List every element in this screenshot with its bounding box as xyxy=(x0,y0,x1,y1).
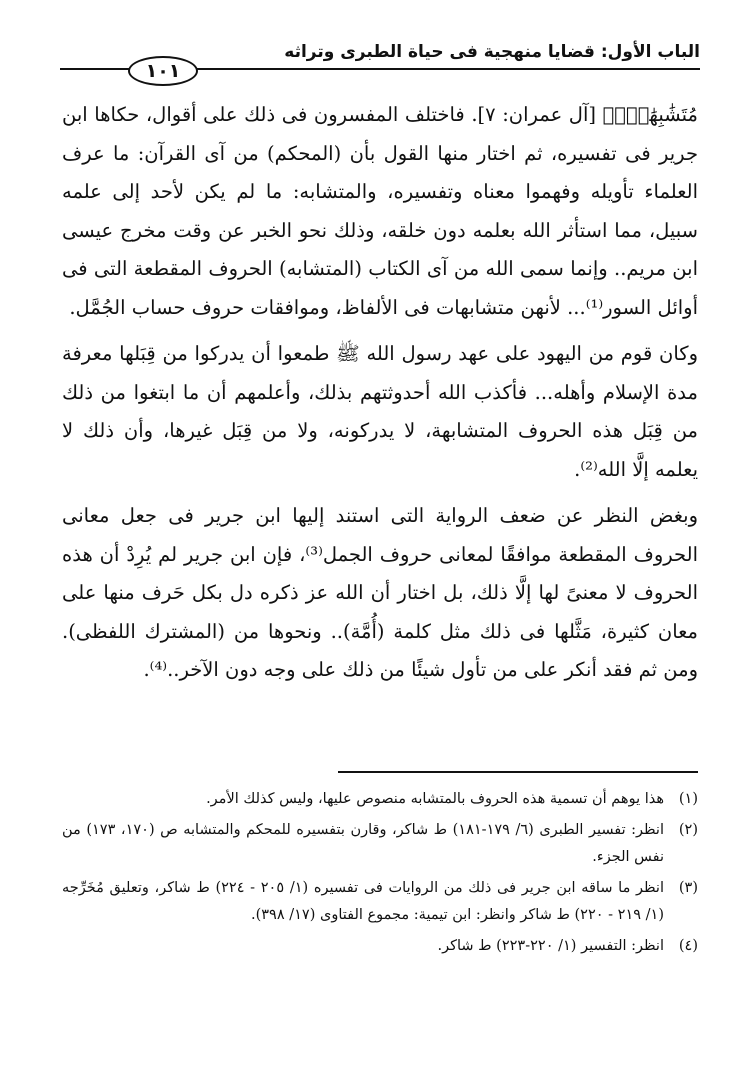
footnote xyxy=(62,933,698,960)
page-header xyxy=(60,38,700,82)
footnote xyxy=(62,817,698,871)
footnote xyxy=(62,875,698,929)
main-text xyxy=(62,96,698,690)
footnote-number: (٣) xyxy=(678,880,698,896)
footnote xyxy=(62,786,698,813)
paragraph: مُتَشَٰبِهَٰتٌۖ﴾ [آل عمران: ٧]. فاختلف المفسرون فى ذلك على أقوال، حكاها ابن جرير فى تفسيره، ثم اختار منها القول بأن (المحكم) من آى القرآن: ما عرف العلماء تأويله وفهموا معناه وتفسيره، والمتشابه: ما لم يكن لأحد إلى علمه سبيل، مما استأثر الله بعلمه دون خلقه، وذلك نحو الخبر عن وقت مخرج عيسى ابن مريم.. وإنما سمى الله من آى الكتاب (المتشابه) الحروف المقطعة التى فى أوائل السور⁽¹⁾... لأنهن متشابهات فى الألفاظ، وموافقات حروف حساب الجُمَّل. xyxy=(62,103,698,319)
footnote-text: انظر: التفسير (١/ ٢٢٠-٢٢٣) ط شاكر. xyxy=(437,938,664,954)
footnote-text: انظر ما ساقه ابن جرير فى ذلك من الروايات فى تفسيره (١/ ٢٠٥ - ٢٢٤) ط شاكر، وتعليق مُخَرِّجه (١/ ٢١٩ - ٢٢٠) ط شاكر وانظر: ابن تيمية: مجموع الفتاوى (١٧/ ٣٩٨). xyxy=(62,880,664,923)
paragraph: وبغض النظر عن ضعف الرواية التى استند إليها ابن جرير فى جعل معانى الحروف المقطعة موافقًا لمعانى حروف الجمل⁽³⁾، فإن ابن جرير لم يُرِدْ أن هذه الحروف لا معنىً لها إلَّا ذلك، بل اختار أن الله عز ذكره دل بكل حَرف منها على معان كثيرة، مَثَّلها فى ذلك مثل كلمة (أُمَّة).. ونحوها من (المشترك اللفظى). ومن ثم فقد أنكر على من تأول شيئًا من ذلك على وجه دون الآخر..⁽⁴⁾. xyxy=(62,504,698,681)
footnote-separator xyxy=(338,771,698,773)
footnote-number: (٤) xyxy=(678,938,698,954)
footnote-text: انظر: تفسير الطبرى (٦/ ١٧٩-١٨١) ط شاكر، وقارن بتفسيره للمحكم والمتشابه ص (١٧٠، ١٧٣) من نفس الجزء. xyxy=(62,822,664,865)
page-number: ١٠١ xyxy=(128,56,198,86)
paragraph: وكان قوم من اليهود على عهد رسول الله ﷺ طمعوا أن يدركوا من قِبَلها معرفة مدة الإسلام وأهله... فأكذب الله أحدوثتهم بذلك، وأعلمهم أن ما ابتغوا من ذلك من قِبَل هذه الحروف المتشابهة، لا يدركونه، ولا من قِبَل غيرها، وأن ذلك لا يعلمه إلَّا الله⁽²⁾. xyxy=(62,342,698,481)
footnote-text: هذا يوهم أن تسمية هذه الحروف بالمتشابه منصوص عليها، وليس كذلك الأمر. xyxy=(206,791,664,807)
footnote-number: (١) xyxy=(678,791,698,807)
footnote-number: (٢) xyxy=(678,822,698,838)
footnotes xyxy=(62,786,698,964)
running-title: الباب الأول: قضايا منهجية فى حياة الطبرى وتراثه xyxy=(284,42,700,62)
